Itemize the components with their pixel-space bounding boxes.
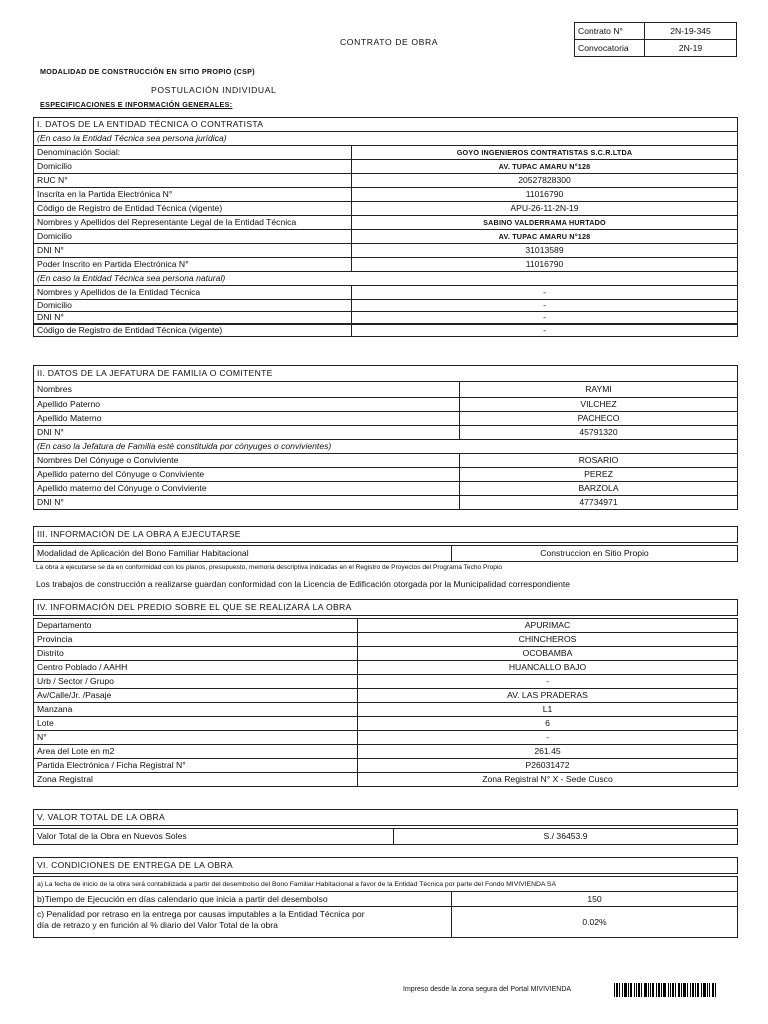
contract-number-label: Contrato N° (575, 23, 645, 40)
s4-value-9: 261.45 (358, 745, 738, 759)
s4-label-0: Departamento (34, 619, 358, 633)
call-label: Convocatoria (575, 40, 645, 57)
s4-value-7: 6 (358, 717, 738, 731)
postulation-heading: POSTULACIÓN INDIVIDUAL (151, 85, 277, 95)
section-6-title: VI. CONDICIONES DE ENTREGA DE LA OBRA (34, 858, 738, 874)
contract-number-value: 2N-19-345 (645, 23, 737, 40)
natural-note: (En caso la Entidad Técnica sea persona natural) (34, 272, 738, 286)
s6-c-label-line-1: c) Penalidad por retraso en la entrega por causas imputables a la Entidad Técnica por (37, 909, 365, 919)
s4-value-5: AV. LAS PRADERAS (358, 689, 738, 703)
s2s-label-2: Apellido materno del Cónyuge o Conviviente (34, 482, 460, 496)
s2s-label-1: Apellido paterno del Cónyuge o Conviviente (34, 468, 460, 482)
s1n-label-2: DNI N° (34, 312, 352, 325)
s3-note-2: Los trabajos de construcción a realizarse guardan conformidad con la Licencia de Edificación otorgada por la Municipalidad correspondiente (36, 579, 571, 589)
s4-label-3: Centro Poblado / AAHH (34, 661, 358, 675)
section-5-data-table (33, 828, 738, 845)
s2s-value-0: ROSARIO (460, 454, 738, 468)
s1-label-6: Domicilio (34, 230, 352, 244)
s4-value-3: HUANCALLO BAJO (358, 661, 738, 675)
s1-value-7: 31013589 (352, 244, 738, 258)
s5-label: Valor Total de la Obra en Nuevos Soles (34, 829, 394, 845)
s4-label-7: Lote (34, 717, 358, 731)
section-3-modality-table (33, 545, 738, 562)
s3-note-1: La obra a ejecutarse se da en conformidad con los planos, presupuesto, memoria descriptiva indicadas en el Registro de Proyectos del Programa Techo Propio (36, 564, 503, 571)
s5-value: S./ 36453.9 (394, 829, 738, 845)
section-6-data-table (33, 876, 738, 938)
s6-c-value: 0.02% (452, 907, 738, 938)
s4-value-1: CHINCHEROS (358, 633, 738, 647)
section-5-title: V. VALOR TOTAL DE LA OBRA (34, 810, 738, 826)
s2s-value-1: PEREZ (460, 468, 738, 482)
s1-value-4: APU-26-11-2N-19 (352, 202, 738, 216)
s1-label-7: DNI N° (34, 244, 352, 258)
s1n-value-2: - (352, 312, 738, 325)
s4-value-2: OCOBAMBA (358, 647, 738, 661)
s4-label-11: Zona Registral (34, 773, 358, 787)
contract-info-table (574, 22, 737, 57)
s1-label-2: RUC N° (34, 174, 352, 188)
s4-label-9: Area del Lote en m2 (34, 745, 358, 759)
s1-label-3: Inscrita en la Partida Electrónica N° (34, 188, 352, 202)
section-4-data-table (33, 618, 738, 787)
s1-value-3: 11016790 (352, 188, 738, 202)
section-3-table (33, 526, 738, 543)
s2s-label-0: Nombres Del Cónyuge o Conviviente (34, 454, 460, 468)
s6-c-label-line-2: día de retrazo y en función al % diario del Valor Total de la obra (37, 920, 278, 930)
s1n-value-3: - (352, 324, 738, 337)
section-5-table (33, 809, 738, 826)
s2-value-0: RAYMI (460, 382, 738, 398)
s6-c-label (34, 907, 452, 938)
s1-label-4: Código de Registro de Entidad Técnica (vigente) (34, 202, 352, 216)
s1-value-6: AV. TUPAC AMARU N°128 (352, 230, 738, 244)
s2-label-3: DNI N° (34, 426, 460, 440)
s1n-label-0: Nombres y Apellidos de la Entidad Técnica (34, 286, 352, 300)
s1n-value-0: - (352, 286, 738, 300)
s4-label-6: Manzana (34, 703, 358, 717)
s1-value-0: GOYO INGENIEROS CONTRATISTAS S.C.R.LTDA (352, 146, 738, 160)
s1-label-0: Denominación Social: (34, 146, 352, 160)
section-2-table (33, 365, 738, 510)
s1-value-2: 20527828300 (352, 174, 738, 188)
s1n-value-1: - (352, 300, 738, 312)
s3-modality-value: Construccion en Sitio Propio (452, 546, 738, 562)
section-3-title: III. INFORMACIÓN DE LA OBRA A EJECUTARSE (34, 527, 738, 543)
s1n-label-1: Domicilio (34, 300, 352, 312)
s6-condition-a: a) La fecha de inicio de la obra será contabilizada a partir del desembolso del Bono Familiar Habitacional a favor de la Entidad Técnica por parte del Fondo MIVIVIENDA SA (34, 877, 738, 892)
s4-label-10: Partida Electrónica / Ficha Registral N° (34, 759, 358, 773)
juridica-note: (En caso la Entidad Técnica sea persona jurídica) (34, 132, 738, 146)
s2s-value-3: 47734971 (460, 496, 738, 510)
spouse-note: (En caso la Jefatura de Familia esté constituida por cónyuges o convivientes) (34, 440, 738, 454)
s1-label-1: Domicilio (34, 160, 352, 174)
barcode-icon (614, 983, 748, 997)
s4-label-4: Urb / Sector / Grupo (34, 675, 358, 689)
section-1-title: I. DATOS DE LA ENTIDAD TÉCNICA O CONTRATISTA (34, 118, 738, 132)
s3-modality-label: Modalidad de Aplicación del Bono Familiar Habitacional (34, 546, 452, 562)
s1-label-5: Nombres y Apellidos del Representante Legal de la Entidad Técnica (34, 216, 352, 230)
section-6-table (33, 857, 738, 874)
s1-value-1: AV. TUPAC AMARU N°128 (352, 160, 738, 174)
s2-value-2: PACHECO (460, 412, 738, 426)
s6-b-value: 150 (452, 892, 738, 907)
printed-note: Impreso desde la zona segura del Portal MIVIVIENDA (403, 986, 572, 993)
s2s-label-3: DNI N° (34, 496, 460, 510)
s4-value-0: APURIMAC (358, 619, 738, 633)
section-1-table (33, 117, 738, 337)
s2s-value-2: BARZOLA (460, 482, 738, 496)
s2-value-1: VILCHEZ (460, 398, 738, 412)
document-title: CONTRATO DE OBRA (340, 37, 439, 47)
s4-value-4: - (358, 675, 738, 689)
s2-value-3: 45791320 (460, 426, 738, 440)
section-4-title: IV. INFORMACIÓN DEL PREDIO SOBRE EL QUE SE REALIZARÁ LA OBRA (34, 600, 738, 616)
s4-value-11: Zona Registral N° X - Sede Cusco (358, 773, 738, 787)
modality-heading: MODALIDAD DE CONSTRUCCIÓN EN SITIO PROPIO (CSP) (40, 67, 255, 76)
s1-value-5: SABINO VALDERRAMA HURTADO (352, 216, 738, 230)
s4-value-10: P26031472 (358, 759, 738, 773)
s1-value-8: 11016790 (352, 258, 738, 272)
s4-label-2: Distrito (34, 647, 358, 661)
s1-label-8: Poder Inscrito en Partida Electrónica N° (34, 258, 352, 272)
section-2-title: II. DATOS DE LA JEFATURA DE FAMILIA O COMITENTE (34, 366, 738, 382)
s4-value-6: L1 (358, 703, 738, 717)
s4-label-8: N° (34, 731, 358, 745)
s2-label-2: Apellido Materno (34, 412, 460, 426)
section-4-table (33, 599, 738, 616)
specs-heading: ESPECIFICACIONES E INFORMACIÓN GENERALES: (40, 100, 233, 109)
s6-b-label: b)Tiempo de Ejecución en días calendario que inicia a partir del desembolso (34, 892, 452, 907)
s2-label-0: Nombres (34, 382, 460, 398)
s2-label-1: Apellido Paterno (34, 398, 460, 412)
s1n-label-3: Código de Registro de Entidad Técnica (vigente) (34, 324, 352, 337)
s4-label-5: Av/Calle/Jr. /Pasaje (34, 689, 358, 703)
s4-value-8: - (358, 731, 738, 745)
s4-label-1: Provincia (34, 633, 358, 647)
call-value: 2N-19 (645, 40, 737, 57)
